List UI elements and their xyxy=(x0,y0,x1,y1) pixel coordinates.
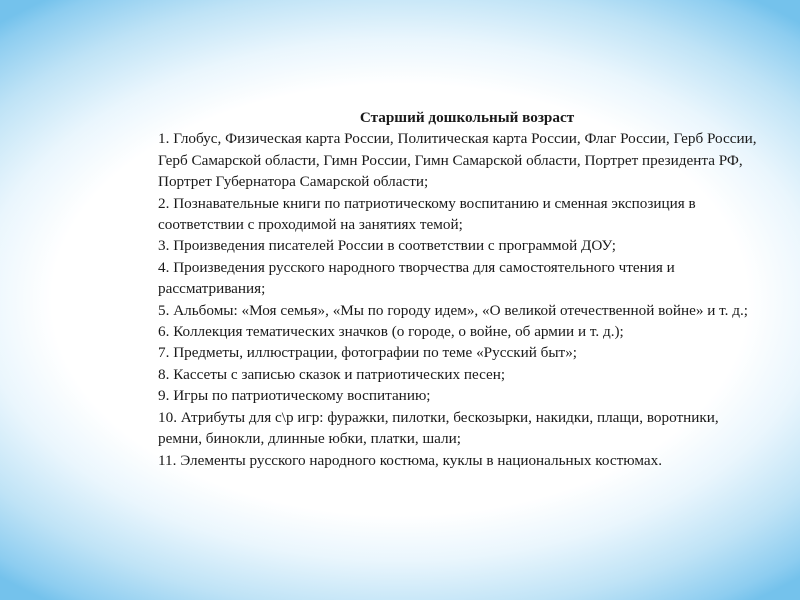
list-item-5: 5. Альбомы: «Моя семья», «Мы по городу идем», «О великой отечественной войне» и т. д.; xyxy=(158,301,748,319)
list-item-2: 2. Познавательные книги по патриотическому воспитанию и сменная экспозиция в соответствии с проходимой на занятиях темой; xyxy=(158,194,696,234)
list-item-4: 4. Произведения русского народного творчества для самостоятельного чтения и рассматривания; xyxy=(158,258,675,298)
list-item-6: 6. Коллекция тематических значков (о городе, о войне, об армии и т. д.); xyxy=(158,323,624,341)
slide-content xyxy=(158,107,758,471)
list-item-3: 3. Произведения писателей России в соответствии с программой ДОУ; xyxy=(158,237,616,255)
list-item-7: 7. Предметы, иллюстрации, фотографии по теме «Русский быт»; xyxy=(158,344,578,362)
list-item-1: 1. Глобус, Физическая карта России, Политическая карта России, Флаг России, Герб России, Герб Самарской области, Гимн России, Гимн Самарской области, Портрет президента РФ, Портрет Губернатора Самарской области; xyxy=(158,130,757,191)
slide-title: Старший дошкольный возраст xyxy=(359,109,575,126)
list-item-9: 9. Игры по патриотическому воспитанию; xyxy=(158,387,431,405)
list-item-8: 8. Кассеты с записью сказок и патриотических песен; xyxy=(158,365,506,383)
list-item-10: 10. Атрибуты для с\р игр: фуражки, пилотки, бескозырки, накидки, плащи, воротники, ремни, бинокли, длинные юбки, платки, шали; xyxy=(158,408,719,448)
list-item-11: 11. Элементы русского народного костюма, куклы в национальных костюмах. xyxy=(158,451,663,469)
